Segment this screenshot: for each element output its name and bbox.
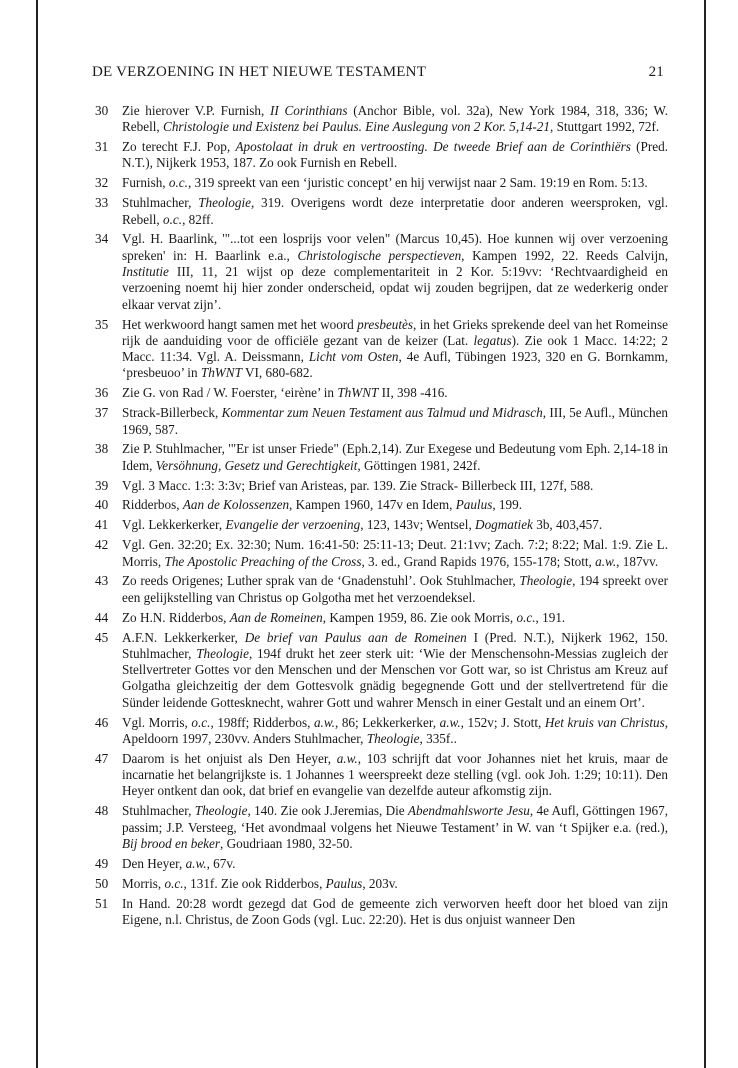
footnote-text-segment: , 203v. [362, 875, 398, 891]
footnote [95, 803, 668, 852]
footnote-number: 42 [95, 537, 109, 553]
footnote-text [122, 630, 668, 711]
footnote-text [122, 139, 668, 172]
italic-title: o.c. [516, 609, 536, 625]
italic-title: De brief van Paulus aan de Romeinen [244, 629, 467, 645]
footnote [95, 385, 668, 401]
footnote-text-segment: , Göttingen 1981, 242f. [357, 457, 481, 473]
footnote-text-segment: Stuhlmacher, [122, 195, 199, 211]
footnote-text-segment: In Hand. 20:28 wordt gezegd dat God de gemeente zich verworven heeft door het bloed van zijn Eigene, n.l. Christus, de Zoon Gods (vgl. Luc. 22:20). Het is dus onjuist wanneer Den [122, 895, 668, 927]
footnote [95, 630, 668, 711]
italic-title: a.w. [185, 855, 207, 871]
footnote-text-segment: , Kampen 1959, 86. Zie ook Morris, [322, 609, 517, 625]
footnote-text-segment: Ridderbos, [122, 497, 183, 513]
italic-title: o.c. [191, 714, 211, 730]
footnote-number: 51 [95, 895, 109, 911]
footnote-number: 41 [95, 517, 109, 533]
italic-title: Kommentar zum Neuen Testament aus Talmud und Midrasch [221, 405, 543, 421]
footnote-text-segment: , in het Grieks sprekende deel van het Romeinse rijk de aanduiding voor de officiële gezant van de keizer (Lat. [122, 316, 668, 348]
footnote [95, 405, 668, 438]
footnote-text [122, 231, 668, 312]
footnote-text-segment: , Stuttgart 1992, 72f. [549, 119, 660, 135]
footnote-text-segment: , 319. Overigens wordt deze interpretatie door anderen weersproken, vgl. Rebell, [122, 195, 669, 227]
footnote-text-segment: , 319 spreekt van een ‘juristic concept’ en hij verwijst naar 2 Sam. 19:19 en Rom. 5:13. [187, 175, 648, 191]
footnote-text [122, 497, 668, 513]
footnote [95, 497, 668, 513]
footnote-text-segment: , 86; Lekkerkerker, [334, 714, 440, 730]
footnote-number: 46 [95, 714, 109, 730]
footnote-text-segment: , 67v. [206, 855, 236, 871]
footnote-text [122, 175, 668, 191]
italic-title: o.c. [164, 875, 184, 891]
footnote-text-segment: , 199. [492, 497, 522, 513]
footnote-number: 44 [95, 609, 109, 625]
footnote-text [122, 385, 668, 401]
italic-title: Aan de Romeinen [229, 609, 323, 625]
footnote-number: 36 [95, 385, 109, 401]
footnote-text-segment: , 4e Aufl, Tübingen 1923, 320 en G. Bornkamm, ‘presbeuoo’ in [122, 349, 668, 381]
footnote-text-segment: Strack-Billerbeck, [122, 405, 222, 421]
italic-title: Christologie und Existenz bei Paulus. Eine Auslegung von 2 Kor. 5,14-21 [163, 119, 550, 135]
footnote-text-segment: III, 11, 21 wijst op deze complementariteit in 2 Kor. 5:19vv: ‘Rechtvaardigheid en verzoening noemt hij hier zonder onderscheid, opdat wij zouden begrijpen, dat ze wederkerig onder elkaar vervat zijn’. [122, 264, 668, 312]
page-number: 21 [648, 64, 664, 80]
italic-title: Dogmatiek [475, 517, 533, 533]
page-right-edge [704, 0, 706, 1068]
italic-title: Apostolaat in druk en vertroosting. De tweede Brief aan de Corinthiërs [235, 139, 631, 155]
footnote-text [122, 317, 668, 382]
footnote-text-segment: Het werkwoord hangt samen met het woord [122, 316, 358, 332]
footnote-text [122, 715, 668, 748]
footnote [95, 175, 668, 191]
italic-title: o.c. [163, 211, 183, 227]
footnote [95, 537, 668, 570]
footnote [95, 517, 668, 533]
italic-title: Versöhnung, Gesetz und Gerechtigkeit [155, 457, 358, 473]
footnote-text [122, 103, 668, 136]
footnote-text [122, 573, 668, 606]
footnote-text-segment: A.F.N. Lekkerkerker, [122, 629, 245, 645]
footnote-number: 39 [95, 477, 109, 493]
italic-title: ThWNT [200, 365, 242, 381]
italic-title: Aan de Kolossenzen [182, 497, 290, 513]
footnote-text-segment: , 194f drukt het zeer sterk uit: ‘Wie der Menschensohn-Messias zugleich der Stellvertreter Gottes vor den Menschen und der Menschen vor Gott war, so ist Christus am Kreuz auf Golgatha gleichzeitig der dem Gottesvolk gnädig begegnende Gott und der stellvertretend für die Sünder leidende Gottesknecht, wahrer Gott und wahrer Mensch in einer Gestalt und an einem Ort’. [122, 645, 669, 710]
footnote-text-segment: Vgl. Gen. 32:20; Ex. 32:30; Num. 16:41-50: 25:11-13; Deut. 21:1vv; Zach. 7:2; 8:22; Mal. 1:9. Zie L. Morris, [122, 537, 668, 569]
footnote-text-segment: , 4e Aufl, Göttingen 1967, passim; J.P. Versteeg, ‘Het avondmaal volgens het Nieuwe Testament’ in W. van ‘t Spijker e.a. (red.), [122, 803, 669, 835]
italic-title: Theologie [196, 645, 249, 661]
footnote-text-segment: Zie G. von Rad / W. Foerster, ‘eirène’ in [122, 385, 338, 401]
footnote-text [122, 537, 668, 570]
footnote-text-segment: , 198ff; Ridderbos, [210, 714, 314, 730]
footnote-number: 48 [95, 803, 109, 819]
footnote-text-segment: , Apeldoorn 1997, 230vv. Anders Stuhlmacher, [122, 714, 669, 746]
footnote-text-segment: , Kampen 1992, 22. Reeds Calvijn, [461, 247, 668, 263]
italic-title: o.c. [168, 175, 188, 191]
italic-title: legatus [473, 332, 512, 348]
footnote-text-segment: , 123, 143v; Wentsel, [360, 517, 476, 533]
footnote [95, 751, 668, 800]
footnote-number: 50 [95, 875, 109, 891]
footnote [95, 478, 668, 494]
italic-title: Theologie [194, 803, 248, 819]
footnote-number: 45 [95, 629, 109, 645]
italic-title: Abendmahlsworte Jesu [407, 803, 530, 819]
italic-title: Bij brood en beker [122, 835, 221, 851]
footnote-number: 33 [95, 195, 109, 211]
footnote-text-segment: , 3. ed., Grand Rapids 1976, 155-178; Stott, [361, 553, 596, 569]
footnote-text-segment: , 82ff. [182, 211, 214, 227]
footnote-text-segment: , 131f. Zie ook Ridderbos, [183, 875, 326, 891]
footnote-text-segment: , 191. [535, 609, 566, 625]
italic-title: a.w. [336, 750, 358, 766]
footnote-number: 31 [95, 139, 109, 155]
footnote-text-segment: ). Zie ook 1 Macc. 14:22; 2 Macc. 11:34. Vgl. A. Deissmann, [122, 332, 668, 365]
italic-title: Theologie [366, 730, 420, 746]
running-header [92, 64, 664, 84]
italic-title: Theologie [519, 573, 573, 589]
footnote-text [122, 195, 668, 228]
footnote [95, 610, 668, 626]
footnote-number: 40 [95, 497, 109, 513]
footnote [95, 139, 668, 172]
italic-title: a.w. [313, 714, 335, 730]
footnote-text [122, 803, 668, 852]
footnote-text [122, 478, 668, 494]
footnote-number: 38 [95, 441, 109, 457]
italic-title: Christologische perspectieven [297, 247, 462, 263]
footnote [95, 876, 668, 892]
footnote-text-segment: , Goudriaan 1980, 32-50. [220, 835, 353, 851]
footnote-text-segment: Zie P. Stuhlmacher, '"Er ist unser Friede" (Eph.2,14). Zur Exegese und Bedeutung vom Eph. 2,14-18 in Idem, [122, 441, 668, 473]
footnote-list [95, 103, 668, 932]
footnote-text [122, 751, 668, 800]
italic-title: II Corinthians [270, 103, 348, 118]
footnote-number: 34 [95, 231, 109, 247]
footnote-text-segment: Furnish, [122, 175, 169, 191]
italic-title: Paulus [455, 497, 493, 513]
footnote-text [122, 441, 668, 474]
footnote [95, 195, 668, 228]
footnote-text-segment: , 187vv. [616, 553, 659, 569]
footnote-text-segment: II, 398 -416. [378, 385, 448, 401]
italic-title: Het kruis van Christus [544, 714, 665, 730]
footnote-text-segment: Daarom is het onjuist als Den Heyer, [122, 750, 337, 766]
footnote-text [122, 876, 668, 892]
footnote [95, 573, 668, 606]
footnote-text-segment: Stuhlmacher, [122, 803, 195, 819]
italic-title: ThWNT [337, 385, 379, 401]
footnote-number: 47 [95, 750, 109, 766]
footnote [95, 715, 668, 748]
italic-title: Institutie [122, 264, 169, 280]
italic-title: Evangelie der verzoening [225, 517, 361, 533]
footnote-number: 43 [95, 573, 109, 589]
footnote-number: 30 [95, 103, 109, 118]
footnote [95, 317, 668, 382]
footnote-text-segment: Morris, [122, 875, 165, 891]
footnote-text-segment: I (Pred. N.T.), Nijkerk 1962, 150. Stuhlmacher, [122, 629, 668, 661]
footnote-text-segment: Zo reeds Origenes; Luther sprak van de ‘Gnadenstuhl’. Ook Stuhlmacher, [122, 573, 520, 589]
italic-title: Licht vom Osten [308, 349, 399, 365]
footnote-text-segment: Zo terecht F.J. Pop, [122, 139, 236, 155]
footnote-number: 49 [95, 855, 109, 871]
italic-title: a.w. [439, 714, 461, 730]
footnote-text [122, 517, 668, 533]
footnote-text-segment: , III, 5e Aufl., München 1969, 587. [122, 405, 669, 437]
footnote-text-segment: Vgl. Morris, [122, 714, 192, 730]
italic-title: Paulus [325, 875, 363, 891]
footnote-text-segment: Vgl. 3 Macc. 1:3: 3:3v; Brief van Aristeas, par. 139. Zie Strack- Billerbeck III, 127f, 588. [122, 477, 594, 493]
italic-title: a.w. [595, 553, 617, 569]
footnote [95, 103, 668, 136]
footnote-text-segment: , 140. Zie ook J.Jeremias, Die [247, 803, 408, 819]
footnote-text-segment: , 152v; J. Stott, [460, 714, 545, 730]
footnote [95, 896, 668, 929]
page-left-edge [36, 0, 38, 1068]
footnote-text-segment: Den Heyer, [122, 855, 186, 871]
footnote-number: 35 [95, 316, 109, 332]
footnote-text-segment: Zo H.N. Ridderbos, [122, 609, 230, 625]
footnote-text [122, 856, 668, 872]
footnote-number: 32 [95, 175, 109, 191]
footnote-text [122, 405, 668, 438]
italic-title: The Apostolic Preaching of the Cross [164, 553, 362, 569]
italic-title: Theologie [198, 195, 251, 211]
footnote-text-segment: 3b, 403,457. [532, 517, 603, 533]
footnote-text-segment: , 335f.. [419, 730, 457, 746]
footnote-text-segment: , 103 schrijft dat voor Johannes niet het kruis, maar de incarnatie het belangrijkste is. 1 Johannes 1 weerspreekt deze stelling (vgl. ook Joh. 1:29; 10:11). Den Heyer ontkent dan ook, dat brief en evangelie van dezelfde auteur afkomstig zijn. [122, 750, 669, 799]
footnote-text-segment: Vgl. H. Baarlink, '"...tot een losprijs voor velen" (Marcus 10,45). Hoe kunnen wij over verzoening spreken' in: H. Baarlink e.a., [122, 231, 668, 263]
footnote [95, 231, 668, 312]
running-title: DE VERZOENING IN HET NIEUWE TESTAMENT [92, 64, 427, 80]
footnote-text-segment: (Anchor Bible, vol. 32a), New York 1984, 318, 336; W. Rebell, [122, 103, 668, 135]
footnote-text [122, 610, 668, 626]
italic-title: presbeutès [357, 316, 414, 332]
footnote [95, 856, 668, 872]
footnote-text [122, 896, 668, 929]
footnote-text-segment: , 194 spreekt over een gelijkstelling van Christus op Golgotha met het verzoendeksel. [122, 573, 669, 605]
footnote-text-segment: (Pred. N.T.), Nijkerk 1953, 187. Zo ook Furnish en Rebell. [122, 139, 668, 171]
footnote-number: 37 [95, 405, 109, 421]
footnote-text-segment: Vgl. Lekkerkerker, [122, 517, 226, 533]
footnote-text-segment: VI, 680-682. [241, 365, 313, 381]
footnote [95, 441, 668, 474]
footnote-text-segment: Zie hierover V.P. Furnish, [122, 103, 270, 118]
footnote-text-segment: , Kampen 1960, 147v en Idem, [289, 497, 456, 513]
